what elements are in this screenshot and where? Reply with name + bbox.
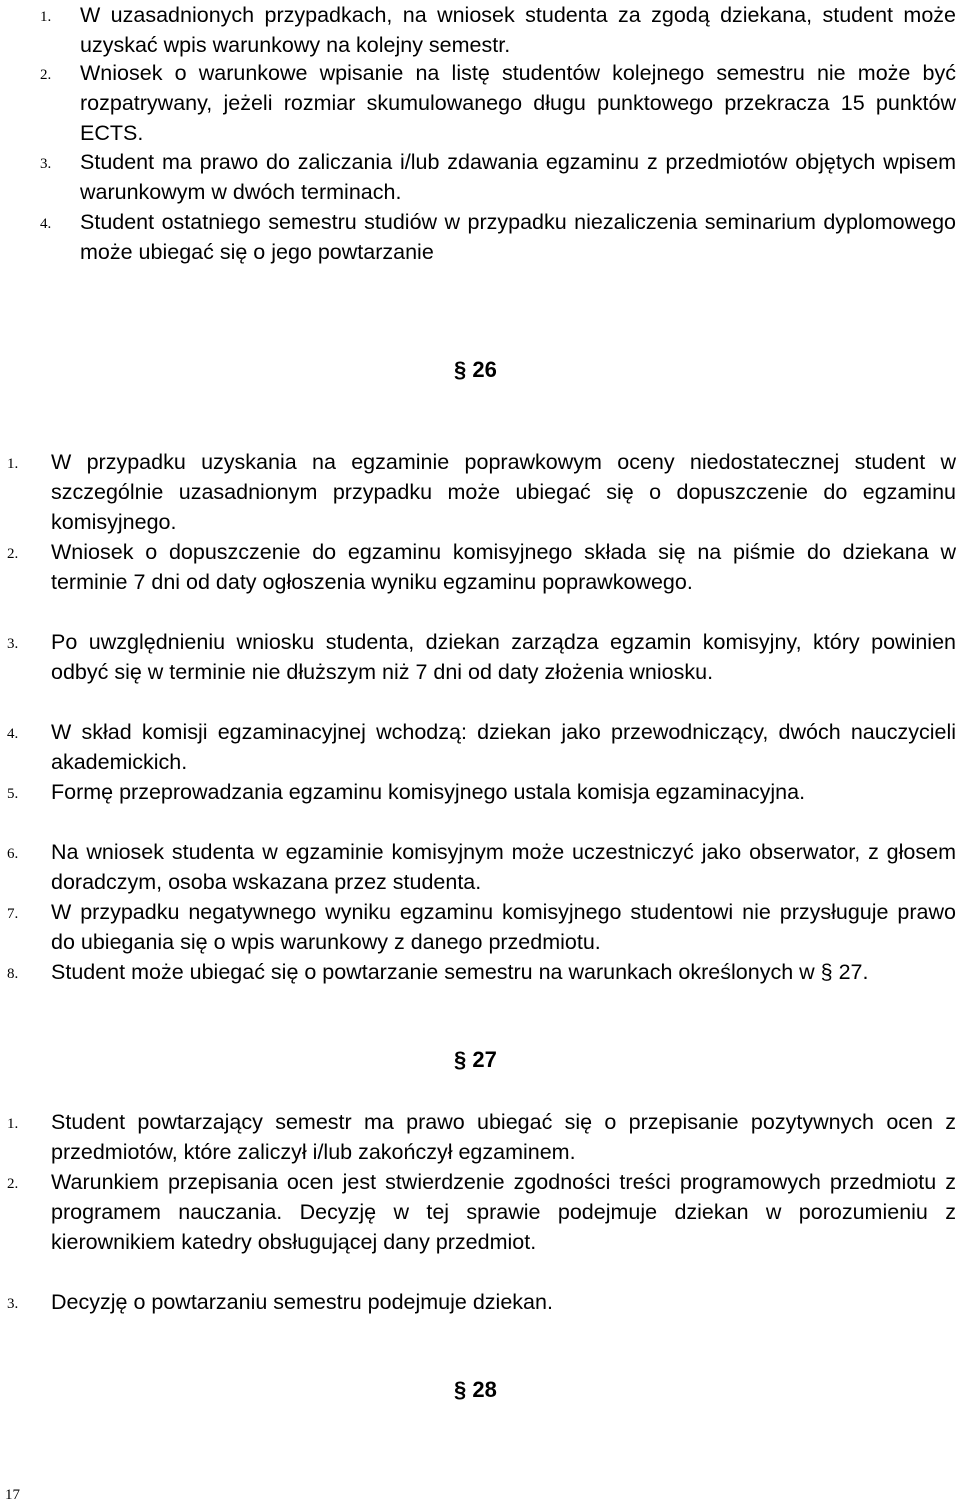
list-item-text: W uzasadnionych przypadkach, na wniosek studenta za zgodą dziekana, student może uzyskać wpis warunkowy na kolejny semestr. [80, 3, 956, 57]
list-item-number: 3. [7, 636, 19, 652]
list-item-text: Wniosek o dopuszczenie do egzaminu komisyjnego składa się na piśmie do dziekana w terminie 7 dni od daty ogłoszenia wyniku egzaminu poprawkowego. [51, 540, 956, 594]
list-item-number: 3. [40, 156, 52, 172]
list-item-number: 1. [7, 1116, 19, 1132]
list-item-number: 2. [7, 546, 19, 562]
list-item-number: 6. [7, 846, 19, 862]
list-item-text: W przypadku negatywnego wyniku egzaminu komisyjnego studentowi nie przysługuje prawo do ubiegania się o wpis warunkowy z danego przedmiotu. [51, 900, 956, 954]
page-number: 17 [5, 1487, 20, 1503]
list-item-text: Student powtarzający semestr ma prawo ubiegać się o przepisanie pozytywnych ocen z przedmiotów, które zaliczył i/lub zakończył egzaminem. [51, 1110, 956, 1164]
list-item-number: 7. [7, 906, 19, 922]
list-item-text: Student może ubiegać się o powtarzanie semestru na warunkach określonych w § 27. [51, 960, 869, 984]
list-item-text: Decyzję o powtarzaniu semestru podejmuje dziekan. [51, 1290, 553, 1314]
list-item-number: 8. [7, 966, 19, 982]
list-item-number: 4. [40, 216, 52, 232]
list-item-number: 1. [7, 456, 19, 472]
list-item-number: 3. [7, 1296, 19, 1312]
list-item-text: Student ostatniego semestru studiów w przypadku niezaliczenia seminarium dyplomowego może ubiegać się o jego powtarzanie [80, 210, 956, 264]
list-item-number: 1. [40, 9, 52, 25]
list-item-text: Po uwzględnieniu wniosku studenta, dziekan zarządza egzamin komisyjny, który powinien odbyć się w terminie nie dłuższym niż 7 dni od daty złożenia wniosku. [51, 630, 956, 684]
section-heading: § 27 [454, 1047, 497, 1072]
section-heading: § 26 [454, 357, 497, 382]
section-heading: § 28 [454, 1377, 497, 1402]
list-item-text: W skład komisji egzaminacyjnej wchodzą: dziekan jako przewodniczący, dwóch nauczycieli akademickich. [51, 720, 956, 774]
list-item-text: Formę przeprowadzania egzaminu komisyjnego ustala komisja egzaminacyjna. [51, 780, 806, 804]
list-item-text: Warunkiem przepisania ocen jest stwierdzenie zgodności treści programowych przedmiotu z programem nauczania. Decyzję w tej sprawie podejmuje dziekan w porozumieniu z kierownikiem katedry obsługującej dany przedmiot. [51, 1170, 956, 1254]
list-item-text: Na wniosek studenta w egzaminie komisyjnym może uczestniczyć jako obserwator, z głosem doradczym, osoba wskazana przez studenta. [51, 840, 956, 894]
list-item-number: 2. [40, 67, 52, 83]
list-item-number: 5. [7, 786, 19, 802]
list-item-text: Student ma prawo do zaliczania i/lub zdawania egzaminu z przedmiotów objętych wpisem warunkowym w dwóch terminach. [80, 150, 956, 204]
list-item-number: 2. [7, 1176, 19, 1192]
list-item-text: W przypadku uzyskania na egzaminie poprawkowym oceny niedostatecznej student w szczególnie uzasadnionym przypadku może ubiegać się o dopuszczenie do egzaminu komisyjnego. [51, 450, 956, 534]
list-item-number: 4. [7, 726, 19, 742]
list-item-text: Wniosek o warunkowe wpisanie na listę studentów kolejnego semestru nie może być rozpatrywany, jeżeli rozmiar skumulowanego długu punktowego przekracza 15 punktów ECTS. [80, 61, 956, 145]
